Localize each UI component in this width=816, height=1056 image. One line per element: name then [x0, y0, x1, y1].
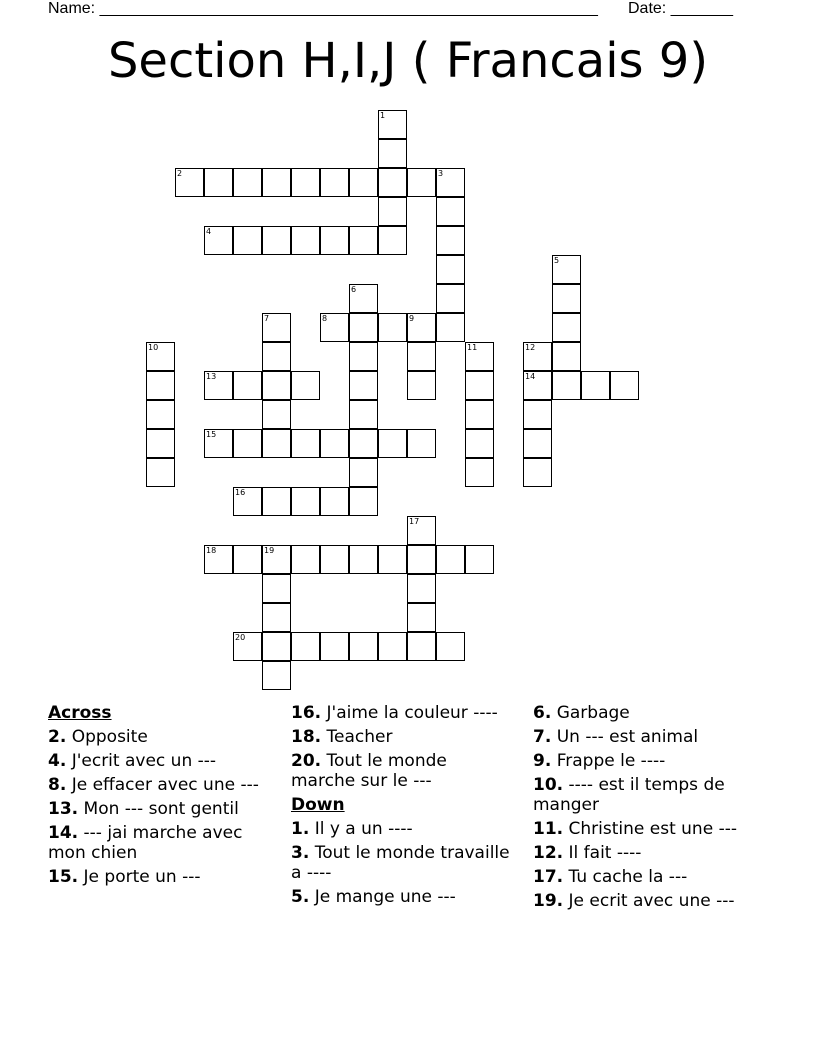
clue-across-18: 18. Teacher [291, 727, 393, 747]
grid-cell[interactable] [233, 371, 262, 400]
clue-number-label: 3 [438, 169, 444, 178]
grid-cell[interactable] [349, 342, 378, 371]
grid-cell[interactable] [262, 661, 291, 690]
clue-column-2 [291, 703, 516, 911]
grid-cell[interactable] [291, 226, 320, 255]
grid-cell[interactable] [465, 429, 494, 458]
grid-cell[interactable] [291, 429, 320, 458]
grid-cell[interactable] [349, 429, 378, 458]
clue-number-label: 14 [525, 372, 536, 381]
grid-cell[interactable] [233, 168, 262, 197]
grid-cell[interactable] [378, 197, 407, 226]
grid-cell[interactable] [291, 487, 320, 516]
grid-cell[interactable] [349, 168, 378, 197]
clue-number-label: 8 [322, 314, 328, 323]
clue-number-label: 6 [351, 285, 357, 294]
clue-down-3: 3. Tout le monde travaille a ---- [291, 843, 510, 883]
grid-cell[interactable] [407, 632, 436, 661]
clue-number-label: 10 [148, 343, 159, 352]
clue-number-label: 4 [206, 227, 212, 236]
clue-down-19: 19. Je ecrit avec une --- [533, 891, 735, 911]
grid-cell[interactable] [262, 168, 291, 197]
grid-cell[interactable] [291, 545, 320, 574]
clue-down-12: 12. Il fait ---- [533, 843, 642, 863]
clue-down-9: 9. Frappe le ---- [533, 751, 666, 771]
grid-cell[interactable] [378, 313, 407, 342]
grid-cell[interactable] [320, 429, 349, 458]
grid-cell[interactable] [349, 400, 378, 429]
grid-cell[interactable] [146, 458, 175, 487]
grid-cell[interactable] [436, 255, 465, 284]
clue-across-4: 4. J'ecrit avec un --- [48, 751, 217, 771]
grid-cell[interactable] [146, 400, 175, 429]
grid-cell[interactable] [436, 313, 465, 342]
grid-cell[interactable] [262, 371, 291, 400]
grid-cell[interactable] [407, 371, 436, 400]
grid-cell[interactable] [349, 632, 378, 661]
grid-cell[interactable] [349, 458, 378, 487]
name-field-label: Name: ________________________________________________________ [48, 0, 598, 17]
grid-cell[interactable] [291, 168, 320, 197]
grid-cell[interactable] [233, 226, 262, 255]
clue-across-8: 8. Je effacer avec une --- [48, 775, 259, 795]
grid-cell[interactable] [407, 545, 436, 574]
clue-number-label: 12 [525, 343, 536, 352]
grid-cell[interactable] [262, 574, 291, 603]
clue-down-17: 17. Tu cache la --- [533, 867, 688, 887]
grid-cell[interactable] [465, 545, 494, 574]
grid-cell[interactable] [204, 168, 233, 197]
grid-cell[interactable] [581, 371, 610, 400]
clue-across-14: 14. --- jai marche avec mon chien [48, 823, 243, 863]
grid-cell[interactable] [349, 226, 378, 255]
grid-cell[interactable] [378, 545, 407, 574]
clue-number-label: 20 [235, 633, 246, 642]
grid-cell[interactable] [407, 429, 436, 458]
grid-cell[interactable] [320, 168, 349, 197]
grid-cell[interactable] [262, 487, 291, 516]
grid-cell[interactable] [349, 487, 378, 516]
grid-cell[interactable] [320, 545, 349, 574]
grid-cell[interactable] [436, 197, 465, 226]
grid-cell[interactable] [233, 545, 262, 574]
clue-across-16: 16. J'aime la couleur ---- [291, 703, 498, 723]
grid-cell[interactable] [378, 429, 407, 458]
clue-across-15: 15. Je porte un --- [48, 867, 201, 887]
grid-cell[interactable] [552, 342, 581, 371]
clue-number-label: 11 [467, 343, 478, 352]
grid-cell[interactable] [523, 429, 552, 458]
clue-column-3 [533, 703, 768, 915]
clue-across-13: 13. Mon --- sont gentil [48, 799, 239, 819]
clue-down-7: 7. Un --- est animal [533, 727, 699, 747]
clue-down-11: 11. Christine est une --- [533, 819, 737, 839]
grid-cell[interactable] [407, 603, 436, 632]
grid-cell[interactable] [233, 429, 262, 458]
grid-cell[interactable] [378, 168, 407, 197]
grid-cell[interactable] [378, 226, 407, 255]
grid-cell[interactable] [349, 371, 378, 400]
clue-number-label: 7 [264, 314, 270, 323]
clue-number-label: 16 [235, 488, 246, 497]
grid-cell[interactable] [262, 632, 291, 661]
grid-cell[interactable] [262, 603, 291, 632]
grid-cell[interactable] [523, 458, 552, 487]
across-heading: Across [48, 703, 112, 723]
grid-cell[interactable] [436, 284, 465, 313]
grid-cell[interactable] [436, 226, 465, 255]
clue-number-label: 5 [554, 256, 560, 265]
grid-cell[interactable] [552, 284, 581, 313]
grid-cell[interactable] [262, 342, 291, 371]
grid-cell[interactable] [291, 371, 320, 400]
grid-cell[interactable] [262, 429, 291, 458]
clue-number-label: 19 [264, 546, 275, 555]
grid-cell[interactable] [378, 139, 407, 168]
clue-number-label: 9 [409, 314, 415, 323]
clue-down-5: 5. Je mange une --- [291, 887, 456, 907]
grid-cell[interactable] [262, 400, 291, 429]
grid-cell[interactable] [407, 168, 436, 197]
grid-cell[interactable] [378, 632, 407, 661]
clue-down-6: 6. Garbage [533, 703, 630, 723]
clue-number-label: 15 [206, 430, 217, 439]
grid-cell[interactable] [349, 313, 378, 342]
grid-cell[interactable] [610, 371, 639, 400]
grid-cell[interactable] [465, 458, 494, 487]
grid-cell[interactable] [552, 371, 581, 400]
grid-cell[interactable] [407, 342, 436, 371]
clue-column-1 [48, 703, 273, 891]
grid-cell[interactable] [465, 400, 494, 429]
clue-across-2: 2. Opposite [48, 727, 148, 747]
clue-number-label: 13 [206, 372, 217, 381]
grid-cell[interactable] [465, 371, 494, 400]
grid-cell[interactable] [320, 226, 349, 255]
clue-number-label: 2 [177, 169, 183, 178]
grid-cell[interactable] [262, 226, 291, 255]
clue-down-1: 1. Il y a un ---- [291, 819, 413, 839]
grid-cell[interactable] [291, 632, 320, 661]
grid-cell[interactable] [407, 574, 436, 603]
clue-across-20: 20. Tout le monde marche sur le --- [291, 751, 447, 791]
grid-cell[interactable] [146, 429, 175, 458]
grid-cell[interactable] [320, 632, 349, 661]
page-title: Section H,I,J ( Francais 9) [107, 33, 709, 89]
grid-cell[interactable] [320, 487, 349, 516]
clue-number-label: 1 [380, 111, 386, 120]
clue-down-10: 10. ---- est il temps de manger [533, 775, 725, 815]
grid-cell[interactable] [552, 313, 581, 342]
grid-cell[interactable] [349, 545, 378, 574]
down-heading: Down [291, 795, 345, 815]
grid-cell[interactable] [523, 400, 552, 429]
clue-number-label: 18 [206, 546, 217, 555]
grid-cell[interactable] [436, 632, 465, 661]
date-field-label: Date: _______ [628, 0, 733, 17]
grid-cell[interactable] [146, 371, 175, 400]
grid-cell[interactable] [436, 545, 465, 574]
clue-number-label: 17 [409, 517, 420, 526]
